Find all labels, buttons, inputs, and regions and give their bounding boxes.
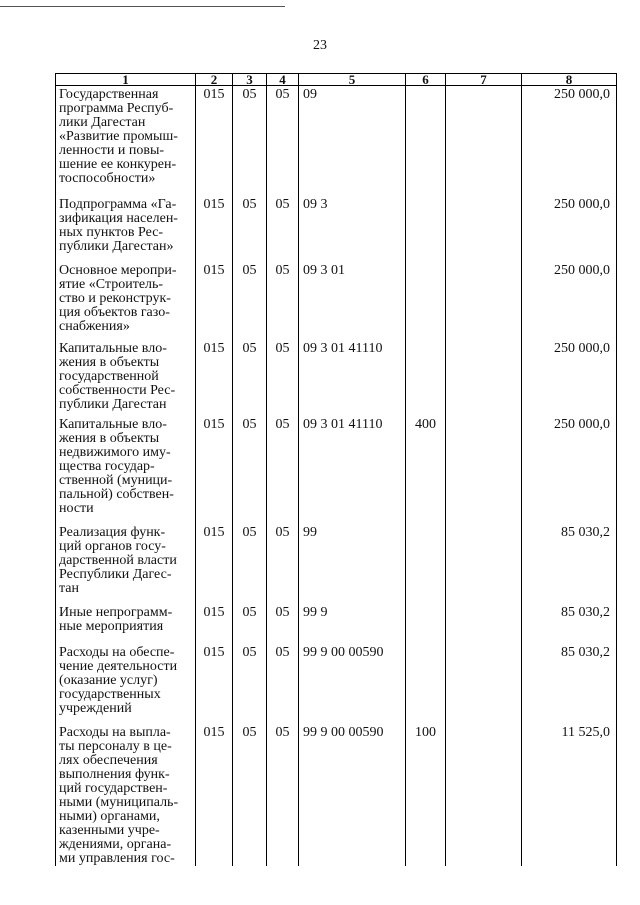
row-c3: 05 [233, 724, 267, 866]
row-c4: 05 [267, 524, 299, 604]
column-header-2: 2 [196, 74, 233, 86]
row-c3: 05 [233, 196, 267, 262]
row-c6 [406, 196, 446, 262]
row-c8: 250 000,0 [522, 196, 617, 262]
row-c2: 015 [196, 604, 233, 644]
row-c8: 250 000,0 [522, 86, 617, 196]
row-c6: 400 [406, 416, 446, 524]
row-c8: 11 525,0 [522, 724, 617, 866]
row-c2: 015 [196, 86, 233, 196]
column-header-1: 1 [56, 74, 196, 86]
row-c7 [446, 644, 522, 724]
row-name: Расходы на обеспе- чение деятельности (оказание услуг) государственных учреждений [56, 644, 196, 724]
table-row [56, 196, 617, 262]
row-c8: 250 000,0 [522, 262, 617, 340]
row-c6 [406, 644, 446, 724]
row-c2: 015 [196, 416, 233, 524]
row-c4: 05 [267, 724, 299, 866]
header-row [56, 74, 617, 86]
row-c5: 09 [299, 86, 406, 196]
table-row [56, 644, 617, 724]
row-c7 [446, 524, 522, 604]
row-c6 [406, 604, 446, 644]
table-row [56, 724, 617, 866]
row-c7 [446, 416, 522, 524]
row-c4: 05 [267, 196, 299, 262]
row-c3: 05 [233, 262, 267, 340]
row-c7 [446, 196, 522, 262]
row-c2: 015 [196, 262, 233, 340]
row-c7 [446, 724, 522, 866]
row-c4: 05 [267, 604, 299, 644]
row-c8: 85 030,2 [522, 524, 617, 604]
row-name: Иные непрограмм- ные мероприятия [56, 604, 196, 644]
column-header-6: 6 [406, 74, 446, 86]
row-c7 [446, 604, 522, 644]
row-c7 [446, 340, 522, 416]
row-c8: 85 030,2 [522, 644, 617, 724]
table-row [56, 416, 617, 524]
row-c6 [406, 340, 446, 416]
row-name: Основное меропри- ятие «Строитель- ство и реконструк- ция объектов газо- снабжения» [56, 262, 196, 340]
row-name: Реализация функ- ций органов госу- дарственной власти Республики Дагес- тан [56, 524, 196, 604]
row-c5: 09 3 01 41110 [299, 416, 406, 524]
row-name: Капитальные вло- жения в объекты государственной собственности Рес- публики Дагестан [56, 340, 196, 416]
row-c5: 99 9 00 00590 [299, 644, 406, 724]
row-name: Расходы на выпла- ты персоналу в це- лях обеспечения выполнения функ- ций государствен- ными (муниципаль- ными) органами, казенными учре- ждениями, органа- ми управления гос- [56, 724, 196, 866]
row-c2: 015 [196, 340, 233, 416]
row-c3: 05 [233, 340, 267, 416]
row-c4: 05 [267, 416, 299, 524]
row-c2: 015 [196, 644, 233, 724]
row-c2: 015 [196, 724, 233, 866]
row-c2: 015 [196, 524, 233, 604]
row-c5: 99 [299, 524, 406, 604]
row-c6: 100 [406, 724, 446, 866]
row-c4: 05 [267, 644, 299, 724]
row-c7 [446, 86, 522, 196]
row-c2: 015 [196, 196, 233, 262]
row-c3: 05 [233, 524, 267, 604]
row-c6 [406, 524, 446, 604]
row-c7 [446, 262, 522, 340]
row-name: Подпрограмма «Га- зификация населен- ных пунктов Рес- публики Дагестан» [56, 196, 196, 262]
row-c5: 09 3 01 [299, 262, 406, 340]
row-c4: 05 [267, 86, 299, 196]
budget-table [55, 73, 617, 866]
top-rule [0, 6, 285, 7]
row-c5: 09 3 01 41110 [299, 340, 406, 416]
page-number: 23 [313, 38, 327, 53]
row-c8: 85 030,2 [522, 604, 617, 644]
table-row [56, 524, 617, 604]
row-c6 [406, 262, 446, 340]
row-c5: 99 9 [299, 604, 406, 644]
row-name: Государственная программа Респуб- лики Дагестан «Развитие промыш- ленности и повы- шение ее конкурен- тоспособности» [56, 86, 196, 196]
row-c3: 05 [233, 416, 267, 524]
table-row [56, 604, 617, 644]
row-c3: 05 [233, 86, 267, 196]
column-header-7: 7 [446, 74, 522, 86]
column-header-5: 5 [299, 74, 406, 86]
row-c8: 250 000,0 [522, 416, 617, 524]
row-c3: 05 [233, 604, 267, 644]
row-c3: 05 [233, 644, 267, 724]
column-header-8: 8 [522, 74, 617, 86]
table-row [56, 86, 617, 196]
row-c6 [406, 86, 446, 196]
row-c5: 99 9 00 00590 [299, 724, 406, 866]
row-c8: 250 000,0 [522, 340, 617, 416]
row-name: Капитальные вло- жения в объекты недвижимого иму- щества государ- ственной (муници- пальной) собствен- ности [56, 416, 196, 524]
row-c4: 05 [267, 340, 299, 416]
table-row [56, 262, 617, 340]
row-c4: 05 [267, 262, 299, 340]
column-header-4: 4 [267, 74, 299, 86]
row-c5: 09 3 [299, 196, 406, 262]
table-row [56, 340, 617, 416]
column-header-3: 3 [233, 74, 267, 86]
